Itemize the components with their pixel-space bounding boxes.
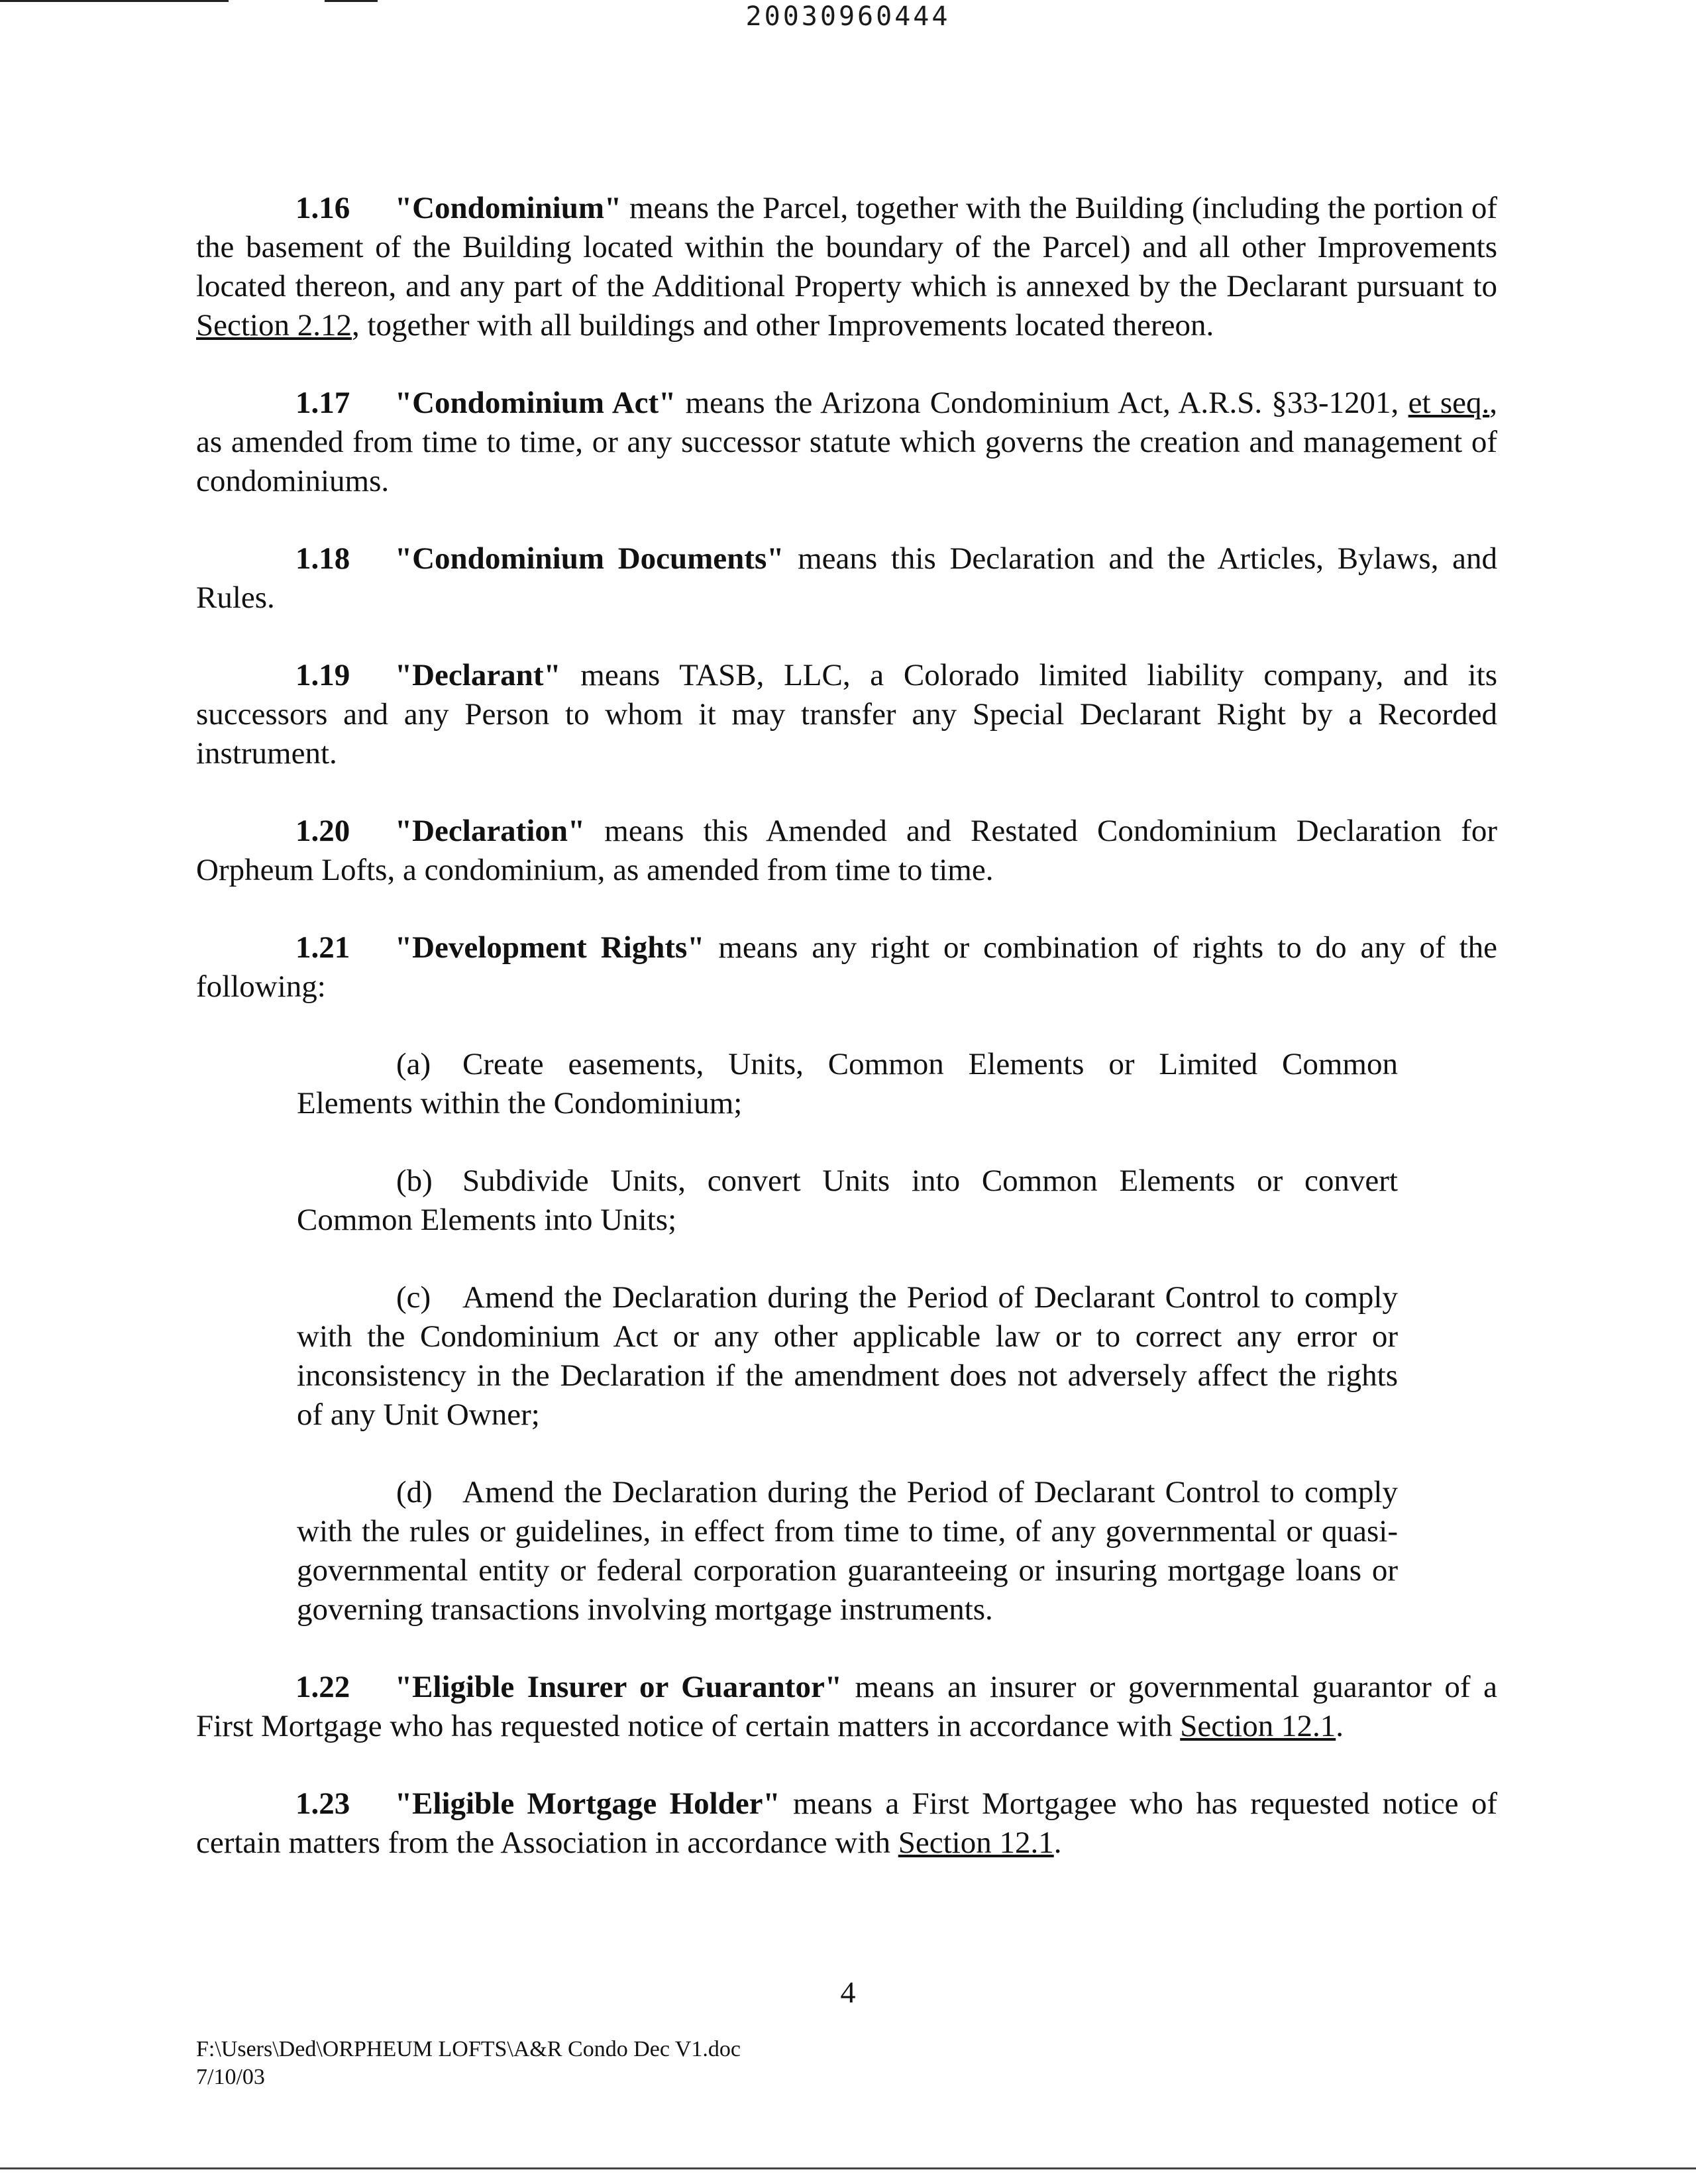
definition-text: means TASB, LLC, a Colorado limited liability company, and its successors and any Person to whom it may transfer any Special Declarant Right by a Recorded instrument. <box>196 658 1497 771</box>
definition-text: . <box>1336 1709 1344 1743</box>
sub-item-text: Subdivide Units, convert Units into Common Elements or convert Common Elements into Units; <box>297 1164 1398 1237</box>
definition-1-22 <box>196 1668 1497 1746</box>
section-number: 1.19 <box>295 658 350 692</box>
footer-file-path: F:\Users\Ded\ORPHEUM LOFTS\A&R Condo Dec V1.doc <box>196 2037 741 2061</box>
sub-item-text: Create easements, Units, Common Elements or Limited Common Elements within the Condominium; <box>297 1047 1398 1120</box>
definition-1-23 <box>196 1784 1497 1863</box>
defined-term: "Eligible Mortgage Holder" <box>395 1786 780 1821</box>
definition-text: means this Declaration and the Articles, Bylaws, and Rules. <box>196 541 1498 615</box>
definition-text: , as amended from time to time, or any successor statute which governs the creation and management of condominiums. <box>196 386 1498 498</box>
definition-text: means the Arizona Condominium Act, A.R.S. §33-1201, <box>676 386 1408 420</box>
section-number: 1.23 <box>295 1786 350 1821</box>
footer-date: 7/10/03 <box>196 2065 265 2089</box>
document-number: 20030960444 <box>745 1 951 32</box>
defined-term: "Condominium" <box>395 191 622 225</box>
sub-item-d <box>297 1473 1398 1629</box>
section-number: 1.21 <box>295 930 350 965</box>
section-number: 1.20 <box>295 814 350 848</box>
defined-term: "Declarant" <box>395 658 561 692</box>
definition-text: means a First Mortgagee who has requested notice of certain matters from the Association in accordance with <box>196 1786 1497 1860</box>
footer <box>196 2036 741 2091</box>
section-number: 1.17 <box>295 386 350 420</box>
sub-item-text: Amend the Declaration during the Period of Declarant Control to comply with the rules or guidelines, in effect from time to time, of any governmental or quasi-governmental entity or federal corporation guaranteeing or insuring mortgage loans or governing transactions involving mortgage instruments. <box>297 1475 1398 1627</box>
section-reference: Section 2.12 <box>196 308 352 343</box>
sub-item-label: (a) <box>396 1047 431 1081</box>
definition-1-19 <box>196 656 1497 773</box>
sub-item-label: (b) <box>396 1164 433 1198</box>
sub-item-label: (c) <box>396 1280 431 1315</box>
sub-item-label: (d) <box>396 1475 433 1509</box>
sub-item-c <box>297 1278 1398 1435</box>
definition-1-20 <box>196 812 1497 890</box>
definition-text: means this Amended and Restated Condominium Declaration for Orpheum Lofts, a condominium, as amended from time to time. <box>196 814 1497 887</box>
definition-text: means any right or combination of rights to do any of the following: <box>196 930 1497 1004</box>
section-number: 1.18 <box>295 541 350 576</box>
defined-term: "Development Rights" <box>395 930 705 965</box>
citation-reference: et seq. <box>1408 386 1490 420</box>
page-number: 4 <box>840 1975 856 2009</box>
defined-term: "Eligible Insurer or Guarantor" <box>395 1670 842 1704</box>
section-reference: Section 12.1 <box>1180 1709 1336 1743</box>
sub-item-a <box>297 1045 1398 1123</box>
section-reference: Section 12.1 <box>898 1826 1054 1860</box>
scan-edge-line <box>0 2167 1696 2169</box>
section-number: 1.16 <box>295 191 350 225</box>
defined-term: "Condominium Documents" <box>395 541 784 576</box>
definition-1-17 <box>196 384 1497 501</box>
definition-text: . <box>1053 1826 1062 1860</box>
defined-term: "Condominium Act" <box>395 386 676 420</box>
defined-term: "Declaration" <box>395 814 586 848</box>
definition-text: means the Parcel, together with the Building (including the portion of the basement of the Building located within the boundary of the Parcel) and all other Improvements located thereon, and any part of the Additional Property which is annexed by the Declarant pursuant to <box>196 191 1497 303</box>
definition-1-18 <box>196 539 1497 618</box>
definition-1-16 <box>196 189 1497 345</box>
definition-text: means an insurer or governmental guarantor of a First Mortgage who has requested notice of certain matters in accordance with <box>196 1670 1497 1743</box>
definition-1-21 <box>196 928 1497 1007</box>
section-number: 1.22 <box>295 1670 350 1704</box>
definition-text: , together with all buildings and other Improvements located thereon. <box>351 308 1214 343</box>
document-body <box>196 189 1497 1901</box>
sub-item-text: Amend the Declaration during the Period of Declarant Control to comply with the Condominium Act or any other applicable law or to correct any error or inconsistency in the Declaration if the amendment does not adversely affect the rights of any Unit Owner; <box>297 1280 1398 1432</box>
sub-item-b <box>297 1162 1398 1240</box>
